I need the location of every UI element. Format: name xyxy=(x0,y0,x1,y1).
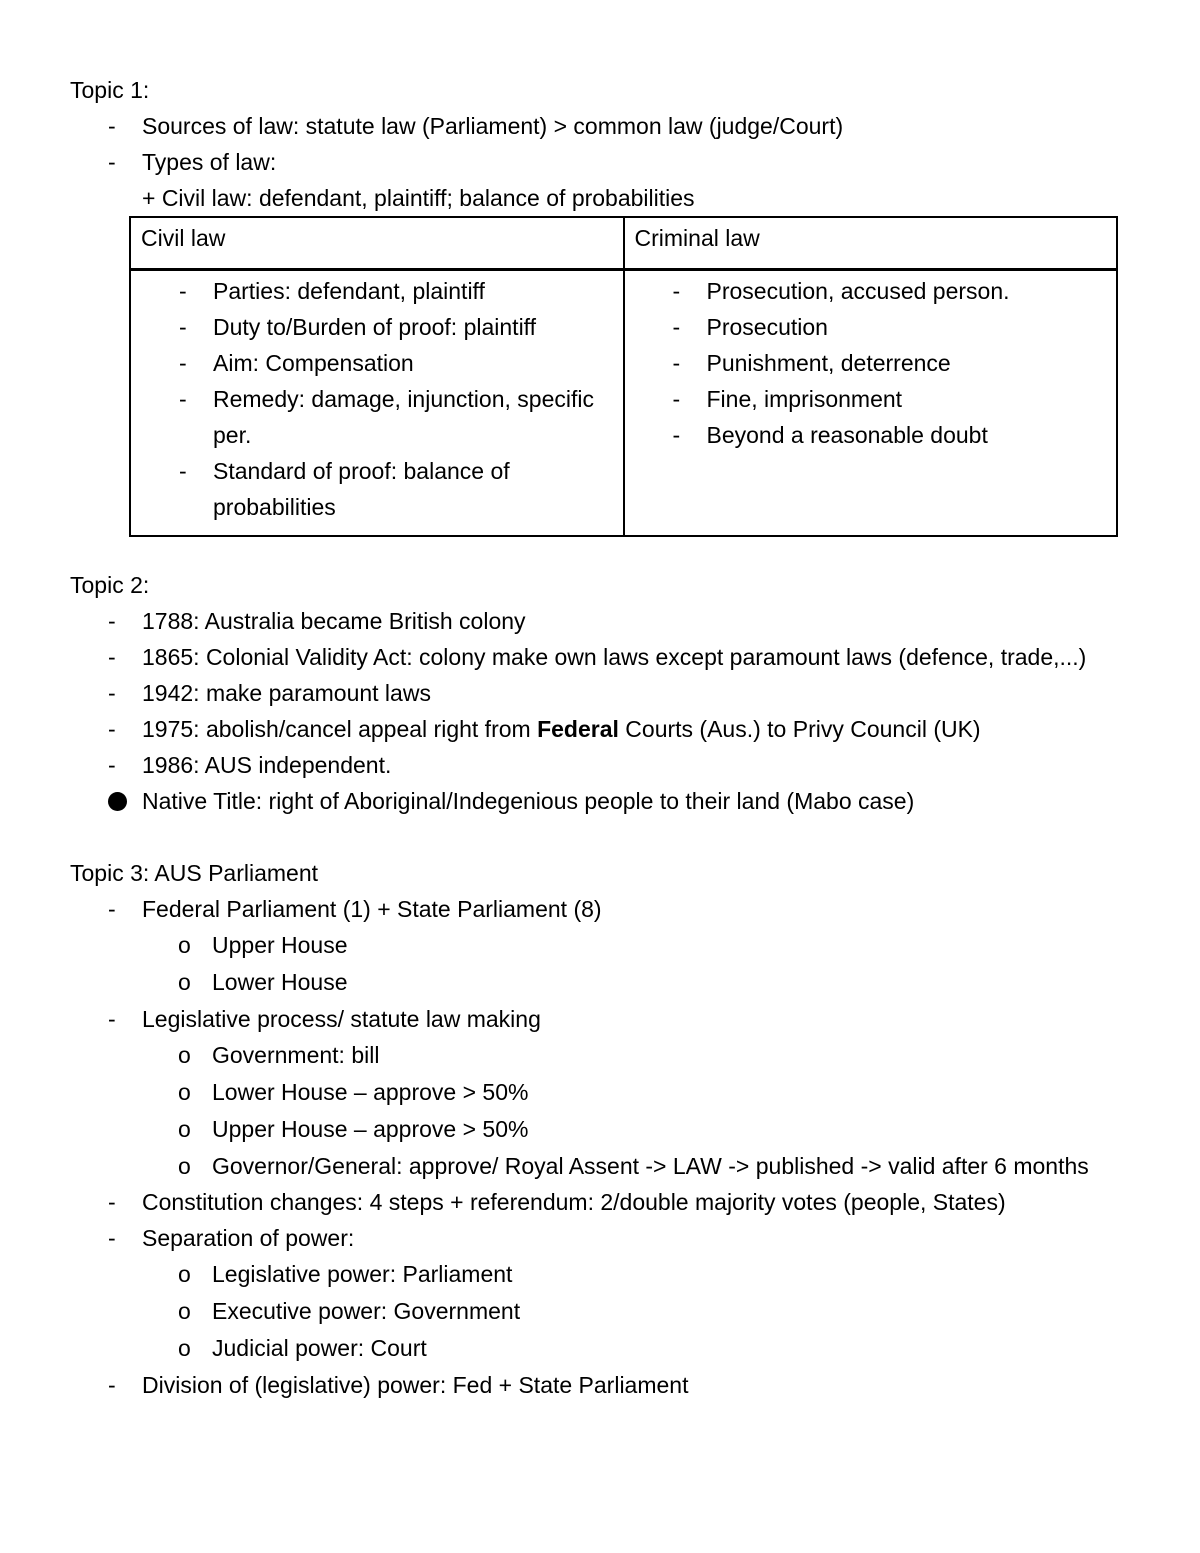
sub-list-item xyxy=(70,1256,1130,1293)
list-item: - Duty to/Burden of proof: plaintiff xyxy=(179,314,537,340)
list-item-text: Duty to/Burden of proof: plaintiff xyxy=(213,314,537,340)
sub-list-item-text: Upper House – approve > 50% xyxy=(212,1116,529,1142)
list-item: - Prosecution xyxy=(672,314,828,340)
list-item-text: Native Title: right of Aboriginal/Indegenious people to their land (Mabo case) xyxy=(142,788,915,814)
topic-3-heading: Topic 3: AUS Parliament xyxy=(70,860,319,886)
dash-bullet: - xyxy=(108,896,116,922)
circle-bullet-icon: o xyxy=(178,1261,191,1287)
list-item-text: 1975: abolish/cancel appeal right from Federal Courts (Aus.) to Privy Council (UK) xyxy=(142,716,981,742)
list-item-text: Fine, imprisonment xyxy=(706,386,903,412)
sub-list-item xyxy=(70,964,1130,1001)
list-item xyxy=(70,747,1130,783)
list-item xyxy=(70,1184,1130,1220)
sub-list-item-text: Governor/General: approve/ Royal Assent -> LAW -> published -> valid after 6 months xyxy=(212,1153,1089,1179)
topic-1-heading: Topic 1: xyxy=(70,77,150,103)
list-item: - Fine, imprisonment xyxy=(672,386,903,412)
sub-list-item-text: Upper House xyxy=(212,932,348,958)
table-cell-civil xyxy=(130,270,624,537)
dash-bullet: - xyxy=(108,680,116,706)
list-item-text: 1942: make paramount laws xyxy=(142,680,431,706)
dash-bullet: - xyxy=(108,752,116,778)
list-item-text: 1865: Colonial Validity Act: colony make own laws except paramount laws (defence, trade,...) xyxy=(142,644,1087,670)
list-item xyxy=(70,675,1130,711)
sub-list-item xyxy=(70,927,1130,964)
list-item-text: Prosecution, accused person. xyxy=(706,278,1010,304)
list-item-text: Legislative process/ statute law making xyxy=(142,1006,541,1032)
sub-list-item xyxy=(70,1111,1130,1148)
list-item-text: Aim: Compensation xyxy=(213,350,414,376)
filled-circle-icon xyxy=(108,792,127,811)
dash-bullet: - xyxy=(108,1006,116,1032)
list-item-text: Parties: defendant, plaintiff xyxy=(213,278,485,304)
list-item-text: Punishment, deterrence xyxy=(706,350,951,376)
sub-list-item-text: Legislative power: Parliament xyxy=(212,1261,513,1287)
sub-list-item xyxy=(70,1148,1130,1184)
list-item-text: Sources of law: statute law (Parliament) > common law (judge/Court) xyxy=(142,113,844,139)
document-page xyxy=(70,72,1130,1403)
circle-bullet-icon: o xyxy=(178,1335,191,1361)
dash-bullet: - xyxy=(108,1225,116,1251)
circle-bullet-icon: o xyxy=(178,1298,191,1324)
list-item-text: Remedy: damage, injunction, specific per. xyxy=(213,386,594,448)
list-item xyxy=(70,1220,1130,1256)
list-item xyxy=(70,603,1130,639)
bold-federal: Federal xyxy=(537,716,619,742)
list-item: - Prosecution, accused person. xyxy=(672,278,1010,304)
sub-list-item xyxy=(70,1330,1130,1367)
circle-bullet-icon: o xyxy=(178,1042,191,1068)
sub-list-item-text: Lower House – approve > 50% xyxy=(212,1079,529,1105)
table-header-civil: Civil law xyxy=(130,217,624,270)
dash-bullet: - xyxy=(108,149,116,175)
list-item-text: Standard of proof: balance of probabilities xyxy=(213,458,510,520)
sub-list-item xyxy=(70,1293,1130,1330)
circle-bullet-icon: o xyxy=(178,1153,191,1179)
list-item: - Standard of proof: balance of probabilities xyxy=(179,458,510,520)
list-item-text: Prosecution xyxy=(706,314,828,340)
dash-bullet: - xyxy=(108,113,116,139)
civil-law-line: + Civil law: defendant, plaintiff; balance of probabilities xyxy=(142,185,695,211)
topic-2-heading: Topic 2: xyxy=(70,572,150,598)
circle-bullet-icon: o xyxy=(178,1079,191,1105)
list-item xyxy=(70,711,1130,747)
table-header-criminal: Criminal law xyxy=(624,217,1118,270)
list-item xyxy=(70,783,1130,819)
list-item xyxy=(70,891,1130,927)
spacer xyxy=(70,537,1130,567)
list-item xyxy=(70,144,1130,180)
circle-bullet-icon: o xyxy=(178,932,191,958)
sub-list-item-text: Executive power: Government xyxy=(212,1298,521,1324)
dash-bullet: - xyxy=(108,644,116,670)
list-item-text: 1986: AUS independent. xyxy=(142,752,392,778)
list-item-text: 1788: Australia became British colony xyxy=(142,608,526,634)
list-item-text: Separation of power: xyxy=(142,1225,355,1251)
list-item-text: Federal Parliament (1) + State Parliament (8) xyxy=(142,896,602,922)
list-item xyxy=(70,108,1130,144)
sub-list-item-text: Government: bill xyxy=(212,1042,380,1068)
list-item xyxy=(70,1367,1130,1403)
list-item: - Punishment, deterrence xyxy=(672,350,951,376)
list-item-text: Constitution changes: 4 steps + referendum: 2/double majority votes (people, States) xyxy=(142,1189,1006,1215)
circle-bullet-icon: o xyxy=(178,1116,191,1142)
list-item: - Parties: defendant, plaintiff xyxy=(179,278,485,304)
list-item: - Remedy: damage, injunction, specific per. xyxy=(179,386,594,448)
dash-bullet: - xyxy=(108,1372,116,1398)
list-item-text: Division of (legislative) power: Fed + State Parliament xyxy=(142,1372,689,1398)
sub-list-item xyxy=(70,1037,1130,1074)
list-item-text: Types of law: xyxy=(142,149,277,175)
sub-list-item-text: Lower House xyxy=(212,969,348,995)
list-item: - Beyond a reasonable doubt xyxy=(672,422,988,448)
circle-bullet-icon: o xyxy=(178,969,191,995)
list-item: - Aim: Compensation xyxy=(179,350,414,376)
list-item xyxy=(70,639,1130,675)
spacer xyxy=(70,819,1130,855)
dash-bullet: - xyxy=(108,608,116,634)
list-item xyxy=(70,1001,1130,1037)
dash-bullet: - xyxy=(108,1189,116,1215)
sub-list-item xyxy=(70,1074,1130,1111)
list-item-text: Beyond a reasonable doubt xyxy=(706,422,988,448)
sub-list-item-text: Judicial power: Court xyxy=(212,1335,427,1361)
dash-bullet: - xyxy=(108,716,116,742)
table-cell-criminal xyxy=(624,270,1118,537)
civil-criminal-table xyxy=(129,216,1118,537)
